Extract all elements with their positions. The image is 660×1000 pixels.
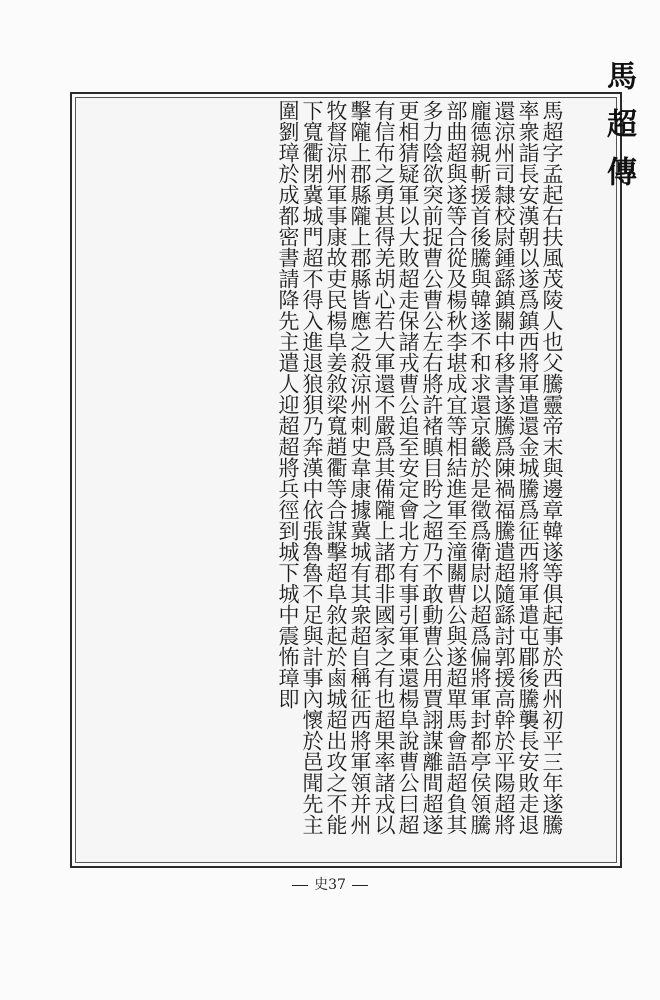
classical-chinese-body-text: 馬超字孟起右扶風茂陵人也父騰靈帝末與邊章韓遂等俱起事於西州初平三年遂騰率衆詣長安漢朝以遂爲鎮西將軍遣還金城騰爲征西將軍遣屯郿後騰襲長安敗走退還涼州司隸校尉鍾繇鎮關中移書遂騰爲陳禍福騰遣超隨繇討郭援高幹於平陽超將龐德親斬援首後騰與韓遂不和求還京畿於是徵爲衛尉以超爲偏將軍封都亭侯領騰部曲超與遂等合從及楊秋李堪成宜等相結進軍至潼關曹公與遂超單馬會語超負其多力陰欲突前捉曹公曹公左右將許褚瞋目盻之超乃不敢動曹公用賈詡謀離間超遂更相猜疑軍以大敗超走保諸戎曹公追至安定會北方有事引軍東還楊阜說曹公曰超有信布之勇甚得羌胡心若大軍還不嚴爲其備隴上諸郡非國家之有也超果率諸戎以擊隴上郡縣隴上郡縣皆應之殺涼州刺史韋康據冀城有其衆超自稱征西將軍領并州牧督涼州軍事康故吏民楊阜姜敘梁寬趙衢等合謀擊超阜敘起於鹵城超出攻之不能下寬衢閉冀城門超不得入進退狼狽乃奔漢中依張魯魯不足與計事內懷於邑聞先主圍劉璋於成都密書請降先主遣人迎超超將兵徑到城下城中震怖璋即 [276,100,564,835]
folio-rule-right [352,885,368,886]
folio-text: 史37 [314,877,346,893]
folio-rule-left [292,885,308,886]
page-number [0,874,660,894]
page-title: 馬超傳 [601,60,636,204]
